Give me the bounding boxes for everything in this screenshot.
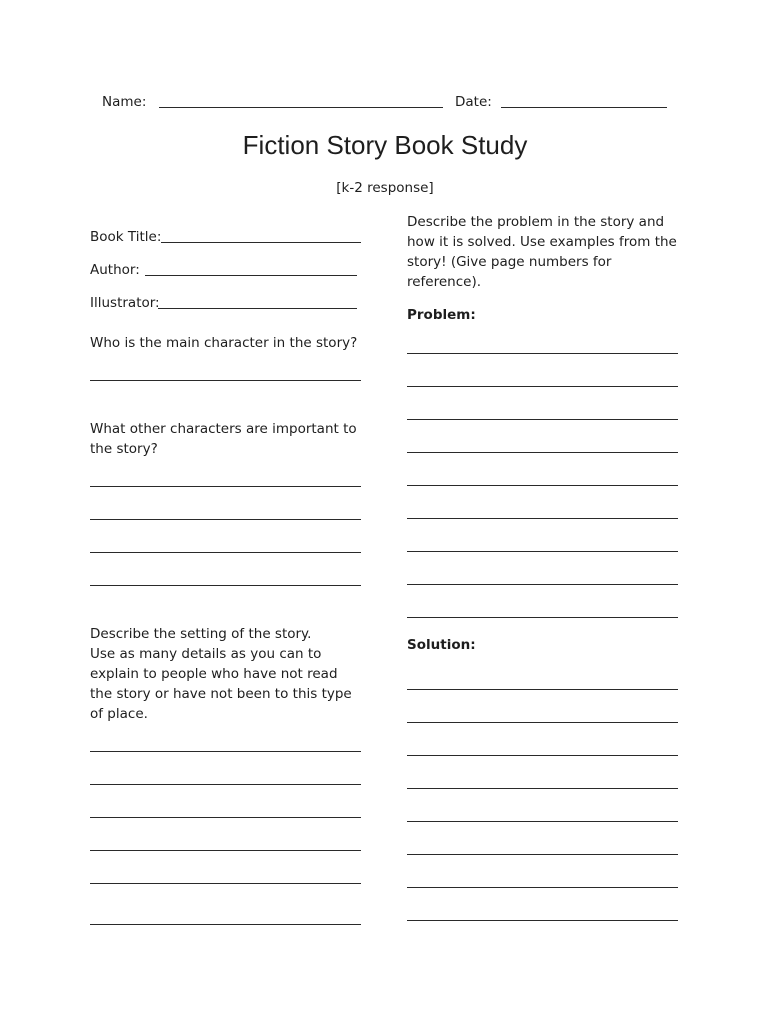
name-blank <box>159 107 443 108</box>
problem-solution-prompt: Describe the problem in the story and how it is solved. Use examples from the story! (Give page numbers for reference). <box>407 214 677 290</box>
answer-line <box>90 585 361 586</box>
answer-line <box>90 380 361 381</box>
answer-line <box>90 751 361 752</box>
illustrator-blank <box>158 308 357 309</box>
setting-prompt: Describe the setting of the story. Use as many details as you can to explain to people who have not read the story or have not been to this type of place. <box>90 626 352 722</box>
answer-line <box>407 722 678 723</box>
answer-line <box>407 920 678 921</box>
author-blank <box>145 275 357 276</box>
answer-line <box>407 353 678 354</box>
answer-line <box>90 850 361 851</box>
answer-line <box>407 551 678 552</box>
book-title-label: Book Title: <box>90 229 162 245</box>
other-characters-prompt: What other characters are important to the story? <box>90 421 357 457</box>
name-label: Name: <box>102 94 147 110</box>
date-label: Date: <box>455 94 492 110</box>
answer-line <box>407 386 678 387</box>
main-character-prompt: Who is the main character in the story? <box>90 335 358 351</box>
date-blank <box>501 107 667 108</box>
answer-line <box>407 854 678 855</box>
illustrator-label: Illustrator: <box>90 295 160 311</box>
page-title: Fiction Story Book Study <box>242 130 528 160</box>
answer-line <box>90 519 361 520</box>
answer-line <box>90 486 361 487</box>
answer-line <box>90 552 361 553</box>
answer-line <box>407 821 678 822</box>
answer-line <box>407 584 678 585</box>
answer-line <box>90 784 361 785</box>
solution-label: Solution: <box>407 637 476 653</box>
answer-line <box>90 924 361 925</box>
answer-line <box>407 788 678 789</box>
problem-label: Problem: <box>407 307 476 323</box>
page-subtitle: [k-2 response] <box>336 180 434 196</box>
answer-line <box>407 689 678 690</box>
answer-line <box>407 518 678 519</box>
answer-line <box>407 485 678 486</box>
answer-line <box>407 452 678 453</box>
answer-line <box>407 617 678 618</box>
answer-line <box>407 887 678 888</box>
author-label: Author: <box>90 262 140 278</box>
answer-line <box>407 419 678 420</box>
answer-line <box>90 883 361 884</box>
book-title-blank <box>161 242 361 243</box>
answer-line <box>90 817 361 818</box>
answer-line <box>407 755 678 756</box>
